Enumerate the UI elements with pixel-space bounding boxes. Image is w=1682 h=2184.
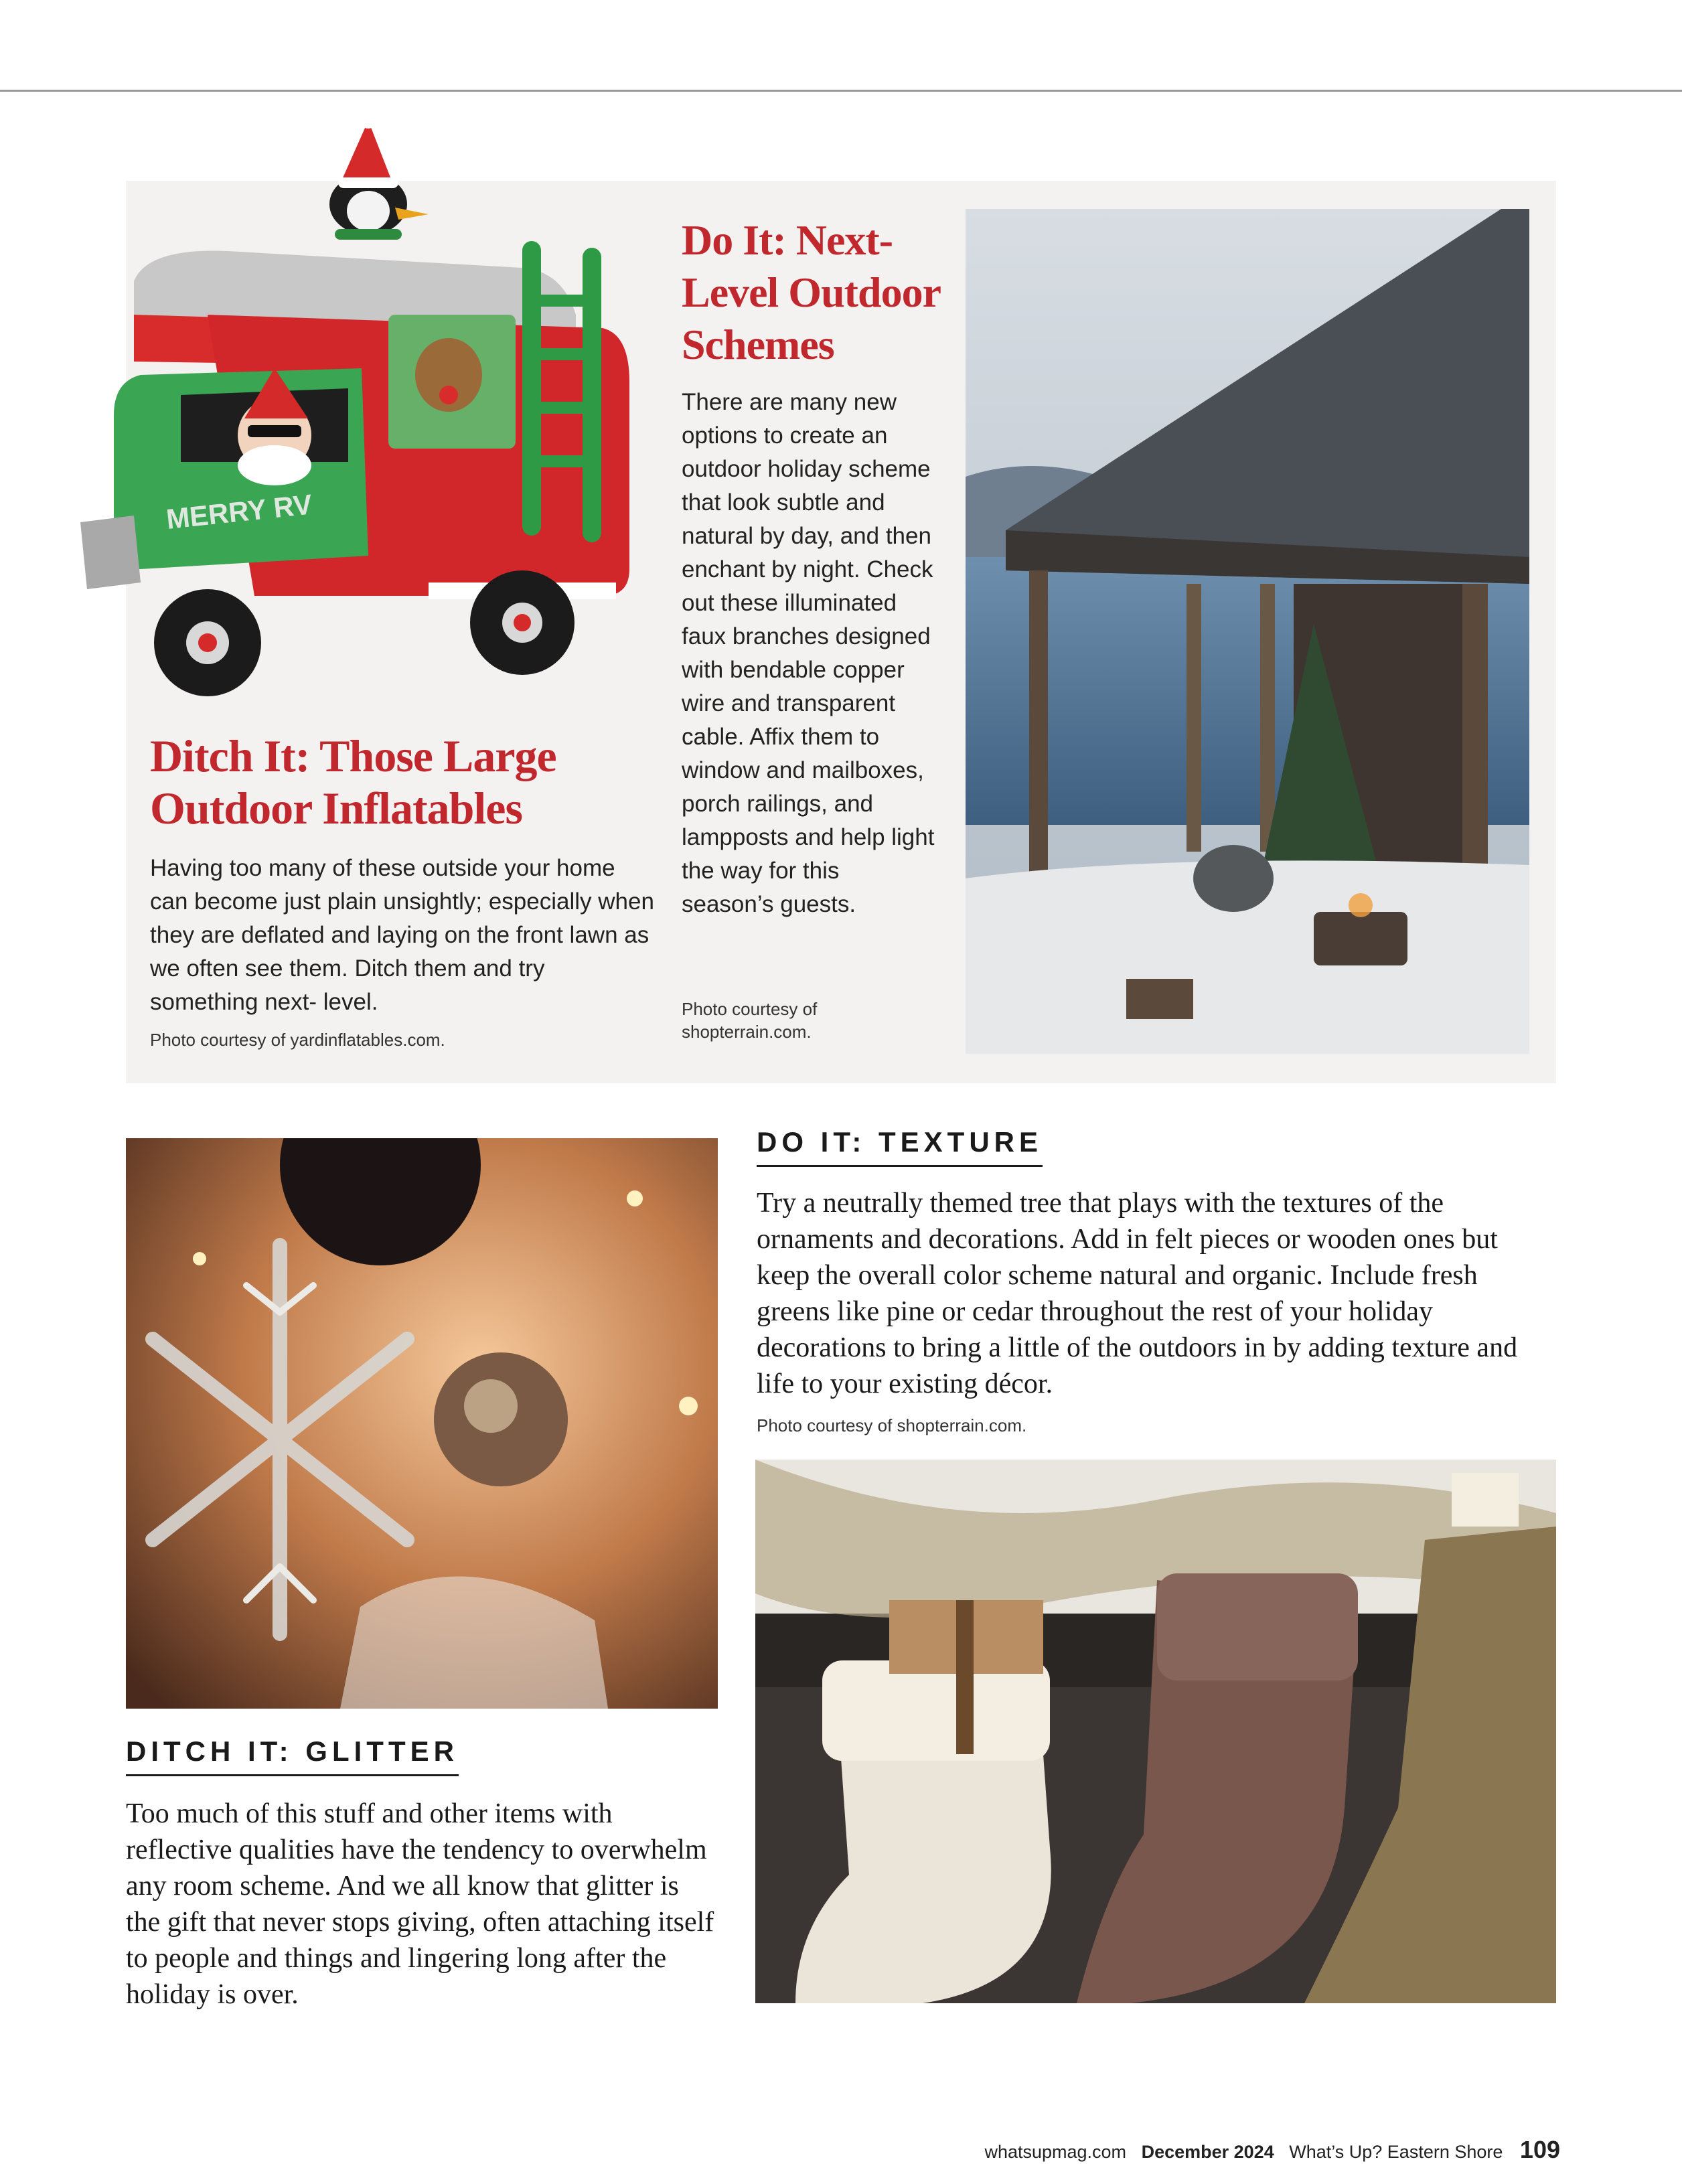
ditch-glitter-body: Too much of this stuff and other items with reflective qualities have the tendency to overwhelm any room scheme. And we all know that glitter is the gift that never stops giving, often attaching itself to people and things and lingering long after the holiday is over.	[126, 1798, 714, 2010]
stockings-photo	[755, 1460, 1556, 2003]
page-footer	[984, 2136, 1560, 2164]
footer-publication: What’s Up? Eastern Shore	[1289, 2142, 1503, 2162]
inflatable-rv-image	[54, 114, 656, 716]
do-outdoor-body: There are many new options to create an outdoor holiday scheme that look subtle and natural by day, and then enchant by night. Check out these illuminated faux branches designed with bendable copper wire and transparent cable. Affix them to window and mailboxes, porch railings, and lampposts and help light the way for this season’s guests.	[682, 389, 935, 917]
gazebo-photo	[966, 209, 1529, 1054]
do-texture-kicker: DO IT: TEXTURE	[757, 1126, 1043, 1167]
glitter-ornament-photo	[126, 1138, 718, 1709]
do-texture-credit: Photo courtesy of shopterrain.com.	[757, 1415, 1027, 1435]
footer-issue: December 2024	[1141, 2142, 1274, 2162]
ditch-glitter-kicker: DITCH IT: GLITTER	[126, 1735, 459, 1776]
do-outdoor-headline: Do It: Next-Level Outdoor Schemes	[682, 216, 940, 368]
ditch-inflatables-body: Having too many of these outside your home can become just plain unsightly; especially when they are deflated and laying on the front lawn as we often see them. Ditch them and try something next- level.	[150, 855, 654, 1015]
ditch-inflatables-credit: Photo courtesy of yardinflatables.com.	[150, 1030, 445, 1050]
do-outdoor-credit: Photo courtesy of shopterrain.com.	[682, 999, 818, 1042]
top-rule	[0, 90, 1682, 92]
do-texture-body: Try a neutrally themed tree that plays with the textures of the ornaments and decorations. Add in felt pieces or wooden ones but keep the overall color scheme natural and organic. Include fresh greens like pine or cedar throughout the rest of your holiday decorations to bring a little of the outdoors in by adding texture and life to your existing décor.	[757, 1188, 1518, 1399]
ditch-inflatables-headline: Ditch It: Those Large Outdoor Inflatables	[150, 730, 556, 834]
rv-label: MERRY RV	[165, 488, 314, 535]
page-number: 109	[1519, 2136, 1560, 2163]
footer-site: whatsupmag.com	[984, 2142, 1127, 2162]
